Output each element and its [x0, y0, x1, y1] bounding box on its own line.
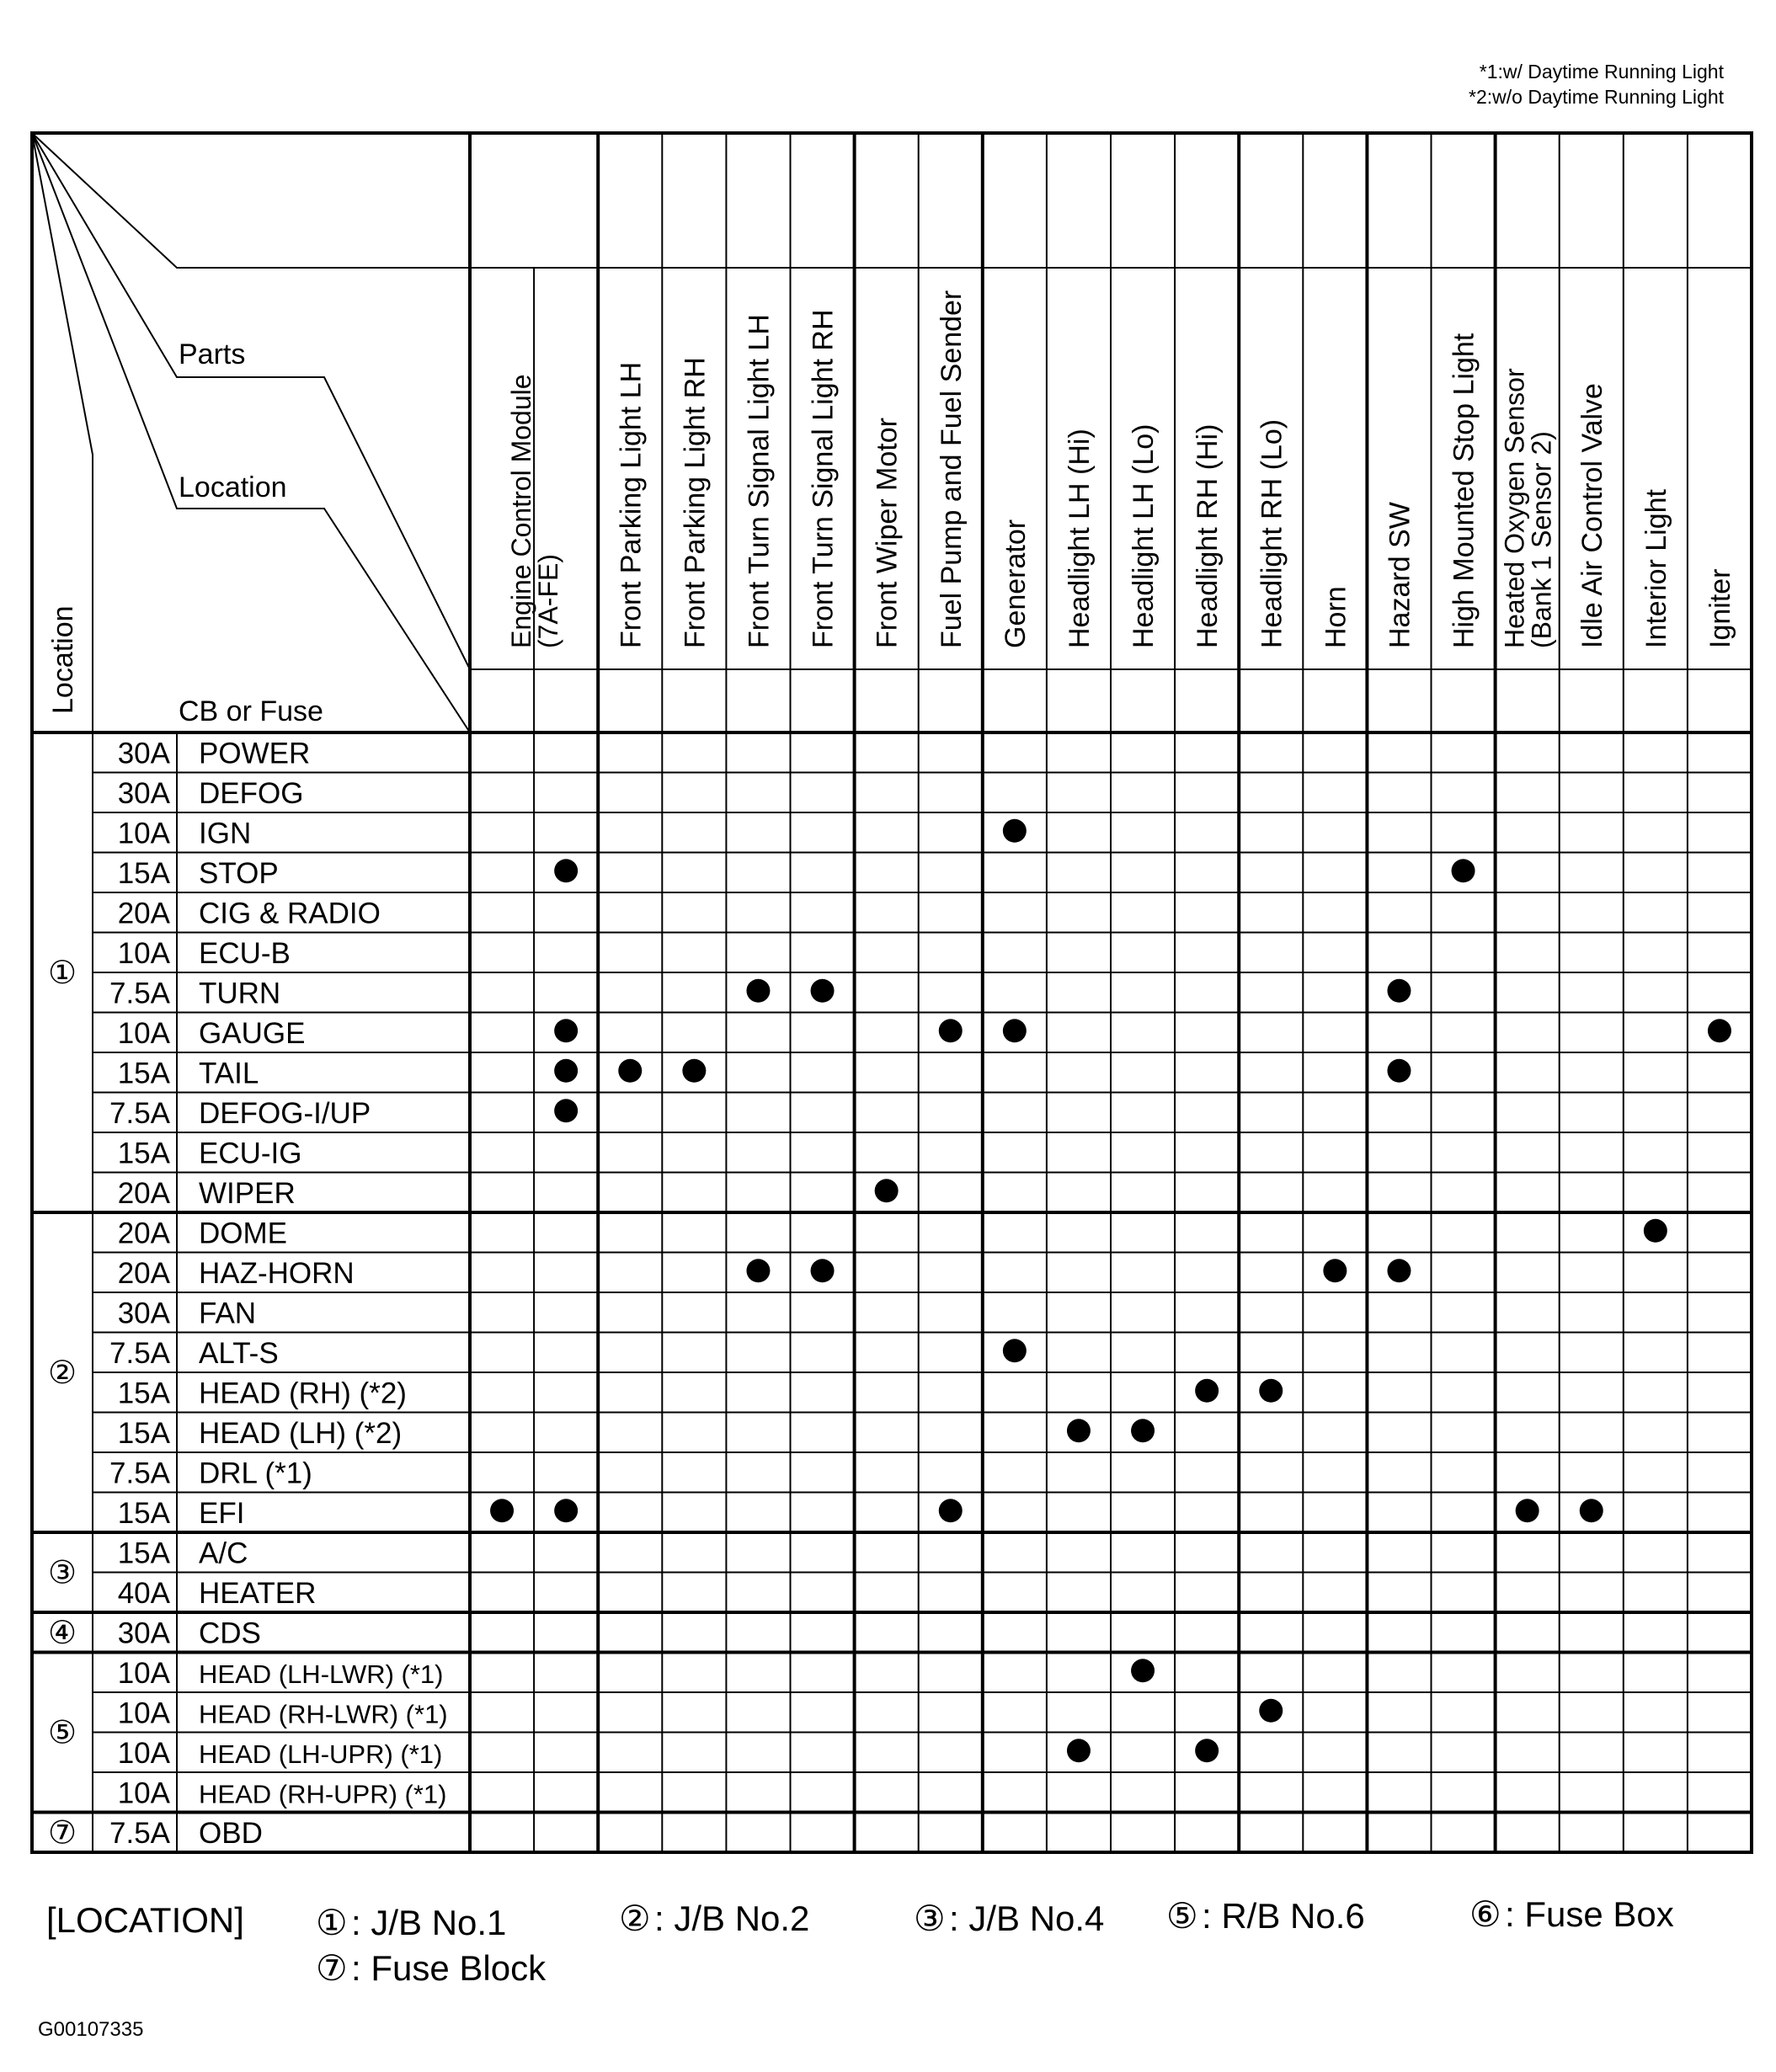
connection-dot: [1003, 1339, 1027, 1362]
connection-dot: [554, 1019, 578, 1042]
fuse-amp: 20A: [117, 897, 170, 930]
fuse-amp: 10A: [117, 937, 170, 970]
part-label: Idle Air Control Valve: [1576, 383, 1608, 648]
fuse-amp: 7.5A: [109, 977, 170, 1010]
fuse-amp: 10A: [117, 1737, 170, 1770]
fuse-name: DOME: [199, 1217, 287, 1250]
fuse-name: HEAD (RH-UPR) (*1): [199, 1779, 447, 1809]
fuse-name: HEAD (LH-UPR) (*1): [199, 1739, 443, 1769]
connection-dot: [554, 859, 578, 882]
fuse-amp: 30A: [117, 1297, 170, 1330]
fuse-amp: 15A: [117, 1057, 170, 1090]
corner-diagonal: [32, 133, 470, 268]
fuse-name: HEAD (LH) (*2): [199, 1417, 403, 1450]
fuse-name: ECU-B: [199, 937, 291, 970]
fuse-name: WIPER: [199, 1177, 296, 1210]
connection-dot: [1516, 1499, 1539, 1522]
fuse-amp: 15A: [117, 1137, 170, 1170]
connection-dot: [1387, 1059, 1411, 1083]
fuse-name: HAZ-HORN: [199, 1257, 355, 1290]
part-label: Horn: [1320, 586, 1352, 648]
legend-symbol: ⑤: [1166, 1896, 1198, 1936]
fuse-name: TAIL: [199, 1057, 259, 1090]
connection-dot: [1644, 1219, 1667, 1243]
fuse-name: TURN: [199, 977, 281, 1010]
location-symbol: ①: [47, 956, 77, 991]
connection-dot: [682, 1059, 706, 1083]
connection-dot: [554, 1099, 578, 1122]
fuse-name: EFI: [199, 1497, 245, 1530]
connection-dot: [1195, 1739, 1219, 1762]
fuse-amp: 30A: [117, 1617, 170, 1650]
fuse-name: DEFOG-I/UP: [199, 1097, 371, 1130]
fuse-name: A/C: [199, 1537, 248, 1570]
legend-text: : Fuse Block: [351, 1948, 547, 1988]
connection-dot: [554, 1499, 578, 1522]
part-label-sub: (Bank 1 Sensor 2): [1526, 431, 1557, 648]
part-label: Front Wiper Motor: [871, 418, 904, 648]
connection-dot: [1387, 979, 1411, 1003]
fuse-name: HEAD (LH-LWR) (*1): [199, 1659, 444, 1689]
part-label: Heated Oxygen Sensor: [1499, 368, 1530, 648]
connection-dot: [554, 1059, 578, 1083]
part-label: Headlight RH (Lo): [1256, 418, 1288, 648]
legend-text: : J/B No.1: [351, 1903, 507, 1942]
fuse-amp: 15A: [117, 1497, 170, 1530]
fuse-amp: 20A: [117, 1177, 170, 1210]
part-label: Hazard SW: [1384, 502, 1416, 648]
legend-text: : J/B No.4: [949, 1899, 1105, 1938]
cb-or-fuse-label: CB or Fuse: [179, 695, 323, 727]
fuse-amp: 10A: [117, 1776, 170, 1810]
part-label: Igniter: [1704, 568, 1736, 648]
fuse-name: CDS: [199, 1617, 261, 1650]
connection-dot: [1003, 1019, 1027, 1042]
location-symbol: ⑤: [47, 1715, 77, 1751]
legend-text: : R/B No.6: [1202, 1896, 1365, 1936]
connection-dot: [811, 1259, 835, 1282]
connection-dot: [1259, 1379, 1283, 1403]
connection-dot: [490, 1499, 514, 1522]
part-label: Front Parking Light LH: [615, 361, 648, 648]
part-label: Front Turn Signal Light RH: [807, 309, 840, 648]
location-vertical-label: Location: [47, 605, 79, 714]
connection-dot: [875, 1179, 899, 1202]
connection-dot: [1003, 819, 1027, 843]
legend-text: : Fuse Box: [1505, 1894, 1674, 1934]
parts-label: Parts: [179, 338, 246, 370]
fuse-name: HEATER: [199, 1577, 317, 1610]
fuse-name: GAUGE: [199, 1017, 306, 1050]
fuse-amp: 20A: [117, 1217, 170, 1250]
fuse-amp: 15A: [117, 1417, 170, 1450]
fuse-amp: 10A: [117, 1696, 170, 1730]
fuse-amp: 15A: [117, 1537, 170, 1570]
fuse-amp: 7.5A: [109, 1097, 170, 1130]
note-2: *2:w/o Daytime Running Light: [1469, 86, 1724, 108]
part-label: High Mounted Stop Light: [1448, 333, 1480, 648]
legend-symbol: ①: [316, 1903, 348, 1942]
legend-symbol: ②: [619, 1899, 651, 1938]
corner-diagonal: [32, 133, 470, 669]
fuse-name: ALT-S: [199, 1337, 279, 1370]
location-symbol: ⑦: [47, 1815, 77, 1851]
connection-dot: [939, 1499, 963, 1522]
fuse-name: OBD: [199, 1817, 263, 1850]
connection-dot: [1131, 1659, 1155, 1682]
connection-dot: [1452, 859, 1475, 882]
location-symbol: ②: [47, 1356, 77, 1391]
corner-diagonal: [32, 133, 470, 732]
legend-symbol: ⑥: [1469, 1894, 1501, 1934]
connection-dot: [746, 979, 770, 1003]
connection-dot: [1580, 1499, 1603, 1522]
connection-dot: [618, 1059, 642, 1083]
part-label: Headlight RH (Hi): [1192, 423, 1224, 648]
connection-dot: [811, 979, 835, 1003]
fuse-amp: 40A: [117, 1577, 170, 1610]
fuse-amp: 7.5A: [109, 1457, 170, 1490]
fuse-name: CIG & RADIO: [199, 897, 381, 930]
connection-dot: [746, 1259, 770, 1282]
part-label: Engine Control Module: [506, 374, 537, 648]
fuse-name: ECU-IG: [199, 1137, 302, 1170]
note-1: *1:w/ Daytime Running Light: [1479, 61, 1724, 83]
location-symbol: ④: [47, 1615, 77, 1651]
fuse-name: DEFOG: [199, 777, 304, 810]
fuse-name: HEAD (RH-LWR) (*1): [199, 1699, 448, 1729]
part-label: Headlight LH (Lo): [1128, 423, 1160, 648]
connection-dot: [1195, 1379, 1219, 1403]
fuse-name: IGN: [199, 817, 252, 850]
connection-dot: [939, 1019, 963, 1042]
part-label-sub: (7A-FE): [533, 554, 564, 648]
fuse-name: STOP: [199, 857, 279, 890]
connection-dot: [1131, 1419, 1155, 1442]
fuse-amp: 30A: [117, 777, 170, 810]
legend-title: [LOCATION]: [46, 1900, 244, 1940]
part-label: Front Parking Light RH: [679, 357, 712, 648]
fuse-amp: 7.5A: [109, 1817, 170, 1850]
fuse-amp: 10A: [117, 1657, 170, 1690]
fuse-name: FAN: [199, 1297, 257, 1330]
figure-id: G00107335: [38, 2018, 144, 2041]
part-label: Generator: [999, 519, 1032, 648]
location-label: Location: [179, 471, 287, 503]
fuse-amp: 15A: [117, 1377, 170, 1410]
connection-dot: [1067, 1419, 1091, 1442]
fuse-amp: 30A: [117, 737, 170, 770]
part-label: Front Turn Signal Light LH: [743, 314, 776, 648]
part-label: Headlight LH (Hi): [1063, 429, 1096, 648]
fuse-name: DRL (*1): [199, 1457, 312, 1490]
connection-dot: [1387, 1259, 1411, 1282]
connection-dot: [1067, 1739, 1091, 1762]
part-label: Interior Light: [1640, 489, 1672, 648]
connection-dot: [1323, 1259, 1347, 1282]
part-label: Fuel Pump and Fuel Sender: [935, 290, 968, 648]
connection-dot: [1259, 1699, 1283, 1723]
legend-text: : J/B No.2: [654, 1899, 810, 1938]
fuse-amp: 10A: [117, 817, 170, 850]
fuse-amp: 10A: [117, 1017, 170, 1050]
legend-symbol: ③: [914, 1899, 946, 1938]
fuse-amp: 15A: [117, 857, 170, 890]
fuse-name: HEAD (RH) (*2): [199, 1377, 407, 1410]
legend-symbol: ⑦: [316, 1948, 348, 1988]
location-symbol: ③: [47, 1555, 77, 1591]
fuse-name: POWER: [199, 737, 311, 770]
connection-dot: [1708, 1019, 1731, 1042]
fuse-amp: 20A: [117, 1257, 170, 1290]
fuse-amp: 7.5A: [109, 1337, 170, 1370]
